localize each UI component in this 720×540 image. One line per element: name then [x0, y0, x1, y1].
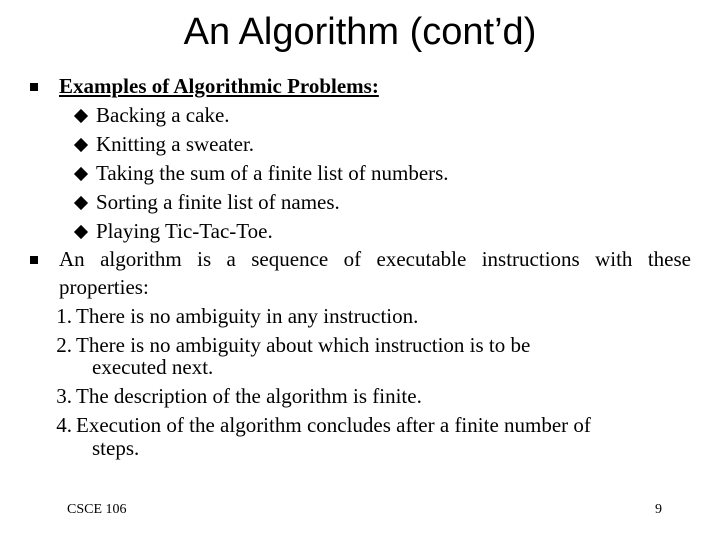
square-bullet-icon: [30, 83, 38, 91]
property-item: 3. The description of the algorithm is finite.: [56, 384, 422, 408]
property-item-continued: executed next.: [92, 355, 214, 379]
diamond-bullet-icon: [74, 196, 88, 210]
property-item: 2. There is no ambiguity about which instruction is to be: [56, 333, 531, 357]
footer-course: CSCE 106: [67, 502, 127, 517]
diamond-bullet-icon: [74, 167, 88, 181]
list-item: Playing Tic-Tac-Toe.: [73, 217, 273, 245]
diamond-bullet-icon: [74, 138, 88, 152]
diamond-bullet-icon: [74, 109, 88, 123]
slide-title: An Algorithm (cont’d): [183, 11, 537, 53]
list-item: Backing a cake.: [73, 101, 230, 129]
definition-line-1: An algorithm is a sequence of executable instructions with these: [59, 247, 691, 271]
list-item: Sorting a finite list of names.: [73, 188, 340, 216]
examples-heading: Examples of Algorithmic Problems:: [59, 74, 379, 98]
square-bullet-icon: [30, 256, 38, 264]
list-item: Taking the sum of a finite list of numbers.: [73, 159, 449, 187]
list-item: Knitting a sweater.: [73, 130, 254, 158]
property-item-continued: steps.: [92, 436, 140, 460]
page-number: 9: [655, 502, 662, 517]
property-item: 1. There is no ambiguity in any instruction.: [56, 304, 419, 328]
definition-line-2: properties:: [59, 275, 149, 299]
property-item: 4. Execution of the algorithm concludes after a finite number of: [56, 413, 591, 437]
diamond-bullet-icon: [74, 225, 88, 239]
